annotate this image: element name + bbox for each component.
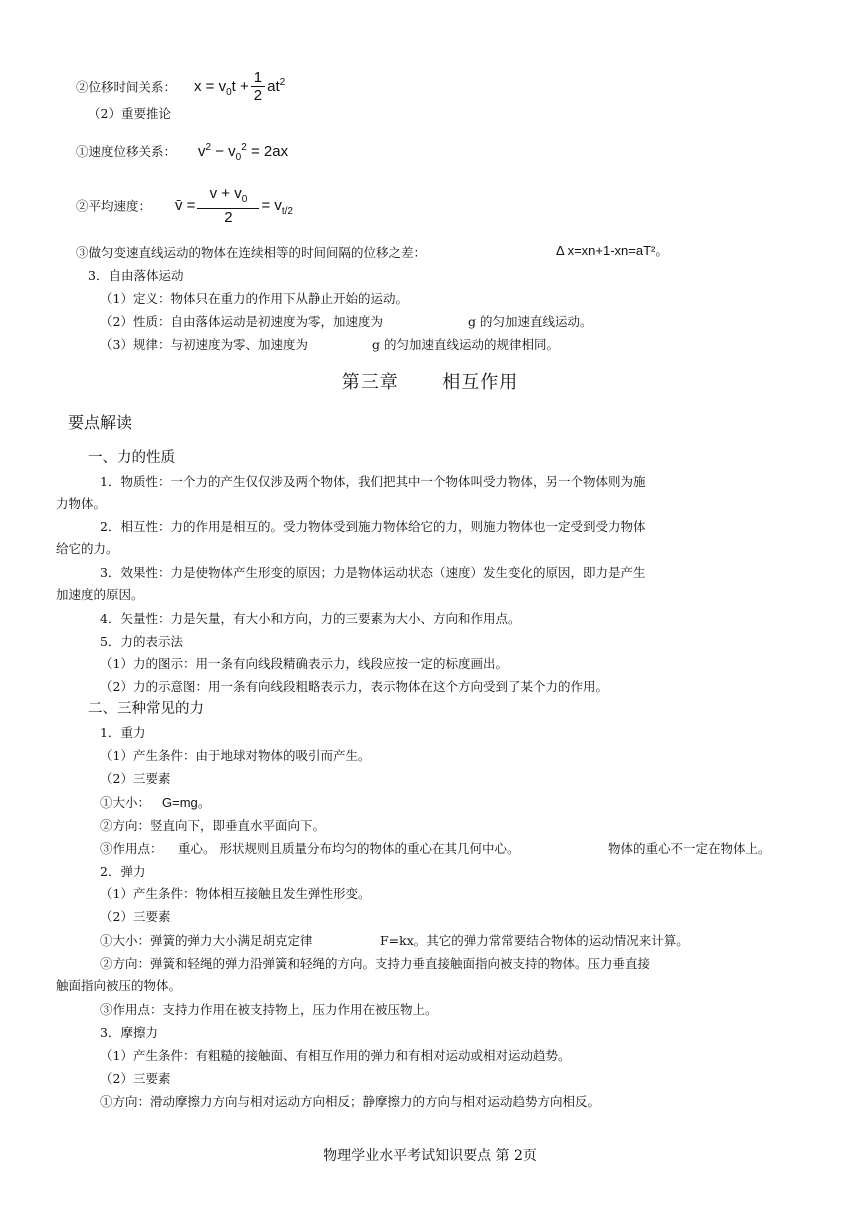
gravity-point-a: 重心。 形状规则且质量分布均匀的物体的重心在其几何中心。 (178, 841, 520, 856)
elastic-magnitude-b: F=kx。其它的弹力常常要结合物体的运动情况来计算。 (380, 933, 689, 948)
chapter-title: 相互作用 (442, 372, 519, 393)
part2-title: 二、三种常见的力 (88, 701, 204, 717)
displacement-time-formula: $x = v_0t$ + $\frac{1}{2}$ $at^2$ (194, 69, 286, 104)
gravity-magnitude-formula: G=mg。 (162, 795, 211, 810)
friction-condition: （1）产生条件：有粗糙的接触面、有相互作用的弹力和有相对运动或相对运动趋势。 (100, 1048, 571, 1063)
gravity-elements: （2）三要素 (100, 771, 171, 786)
free-fall-property-b: g 的匀加速直线运动。 (468, 314, 593, 329)
part1-p2a: 2．相互性：力的作用是相互的。受力物体受到施力物体给它的力，则施力物体也一定受到受力物体 (100, 519, 646, 534)
gravity-magnitude-label: ①大小： (100, 795, 151, 810)
velocity-displacement-formula: $v^2 - v_0^2 = 2ax$ (198, 142, 289, 163)
part1-p4: 4．矢量性：力是矢量，有大小和方向，力的三要素为大小、方向和作用点。 (100, 611, 521, 626)
gravity-point-label: ③作用点： (100, 841, 163, 856)
part1-p6: （1）力的图示：用一条有向线段精确表示力，线段应按一定的标度画出。 (100, 656, 508, 671)
part1-p1b: 力物体。 (56, 496, 107, 511)
elastic-elements: （2）三要素 (100, 909, 171, 924)
average-velocity-formula: v̄ = $\frac{v + v_0}{2}$ = $v_{t/2}$ (175, 185, 293, 226)
section-title: 要点解读 (68, 413, 133, 432)
gravity-heading: 1．重力 (100, 725, 146, 740)
gravity-direction: ②方向：竖直向下，即垂直水平面向下。 (100, 818, 326, 833)
velocity-displacement-label: ①速度位移关系： (76, 144, 177, 159)
free-fall-heading: 3．自由落体运动 (88, 268, 184, 283)
part1-p1a: 1．物质性：一个力的产生仅仅涉及两个物体，我们把其中一个物体叫受力物体，另一个物体则为施 (100, 474, 646, 489)
free-fall-property-a: （2）性质：自由落体运动是初速度为零，加速度为 (100, 314, 383, 329)
displacement-difference-label: ③做匀变速直线运动的物体在连续相等的时间间隔的位移之差： (76, 245, 427, 260)
displacement-difference-formula: Δ x=xn+1-xn=aT²。 (556, 243, 669, 258)
part1-p3a: 3．效果性：力是使物体产生形变的原因；力是物体运动状态（速度）发生变化的原因，即力是产生 (100, 565, 646, 580)
gravity-point-b: 物体的重心不一定在物体上。 (608, 841, 771, 856)
gravity-condition: （1）产生条件：由于地球对物体的吸引而产生。 (100, 748, 371, 763)
chapter-number: 第三章 (341, 372, 399, 393)
elastic-direction-b: 触面指向被压的物体。 (56, 978, 182, 993)
chapter-heading (0, 368, 860, 394)
part1-p3b: 加速度的原因。 (56, 587, 144, 602)
part1-p2b: 给它的力。 (56, 541, 119, 556)
displacement-time-line (76, 70, 285, 105)
part1-p5: 5．力的表示法 (100, 634, 183, 649)
elastic-magnitude-a: ①大小：弹簧的弹力大小满足胡克定律 (100, 933, 313, 948)
elastic-condition: （1）产生条件：物体相互接触且发生弹性形变。 (100, 886, 371, 901)
elastic-direction-a: ②方向：弹簧和轻绳的弹力沿弹簧和轻绳的方向。支持力垂直接触面指向被支持的物体。压力垂直接 (100, 956, 651, 971)
page-footer: 物理学业水平考试知识要点 第 2页 (323, 1148, 537, 1164)
velocity-displacement-line (76, 140, 288, 166)
elastic-point: ③作用点：支持力作用在被支持物上，压力作用在被压物上。 (100, 1002, 438, 1017)
free-fall-definition: （1）定义：物体只在重力的作用下从静止开始的运动。 (100, 291, 408, 306)
part1-title: 一、力的性质 (88, 450, 175, 466)
gravity-magnitude (100, 795, 211, 811)
important-inference-heading: （2）重要推论 (88, 106, 171, 121)
average-velocity-label: ②平均速度： (76, 198, 152, 214)
part1-p7: （2）力的示意图：用一条有向线段粗略表示力，表示物体在这个方向受到了某个力的作用。 (100, 679, 608, 694)
friction-heading: 3．摩擦力 (100, 1025, 158, 1040)
average-velocity-line (76, 186, 293, 227)
free-fall-rule-b: g 的匀加速直线运动的规律相同。 (372, 337, 559, 352)
friction-direction: ①方向：滑动摩擦力方向与相对运动方向相反；静摩擦力的方向与相对运动趋势方向相反。 (100, 1094, 601, 1109)
elastic-heading: 2．弹力 (100, 864, 146, 879)
friction-elements: （2）三要素 (100, 1071, 171, 1086)
displacement-time-label: ②位移时间关系： (76, 79, 177, 95)
free-fall-rule-a: （3）规律：与初速度为零、加速度为 (100, 337, 308, 352)
